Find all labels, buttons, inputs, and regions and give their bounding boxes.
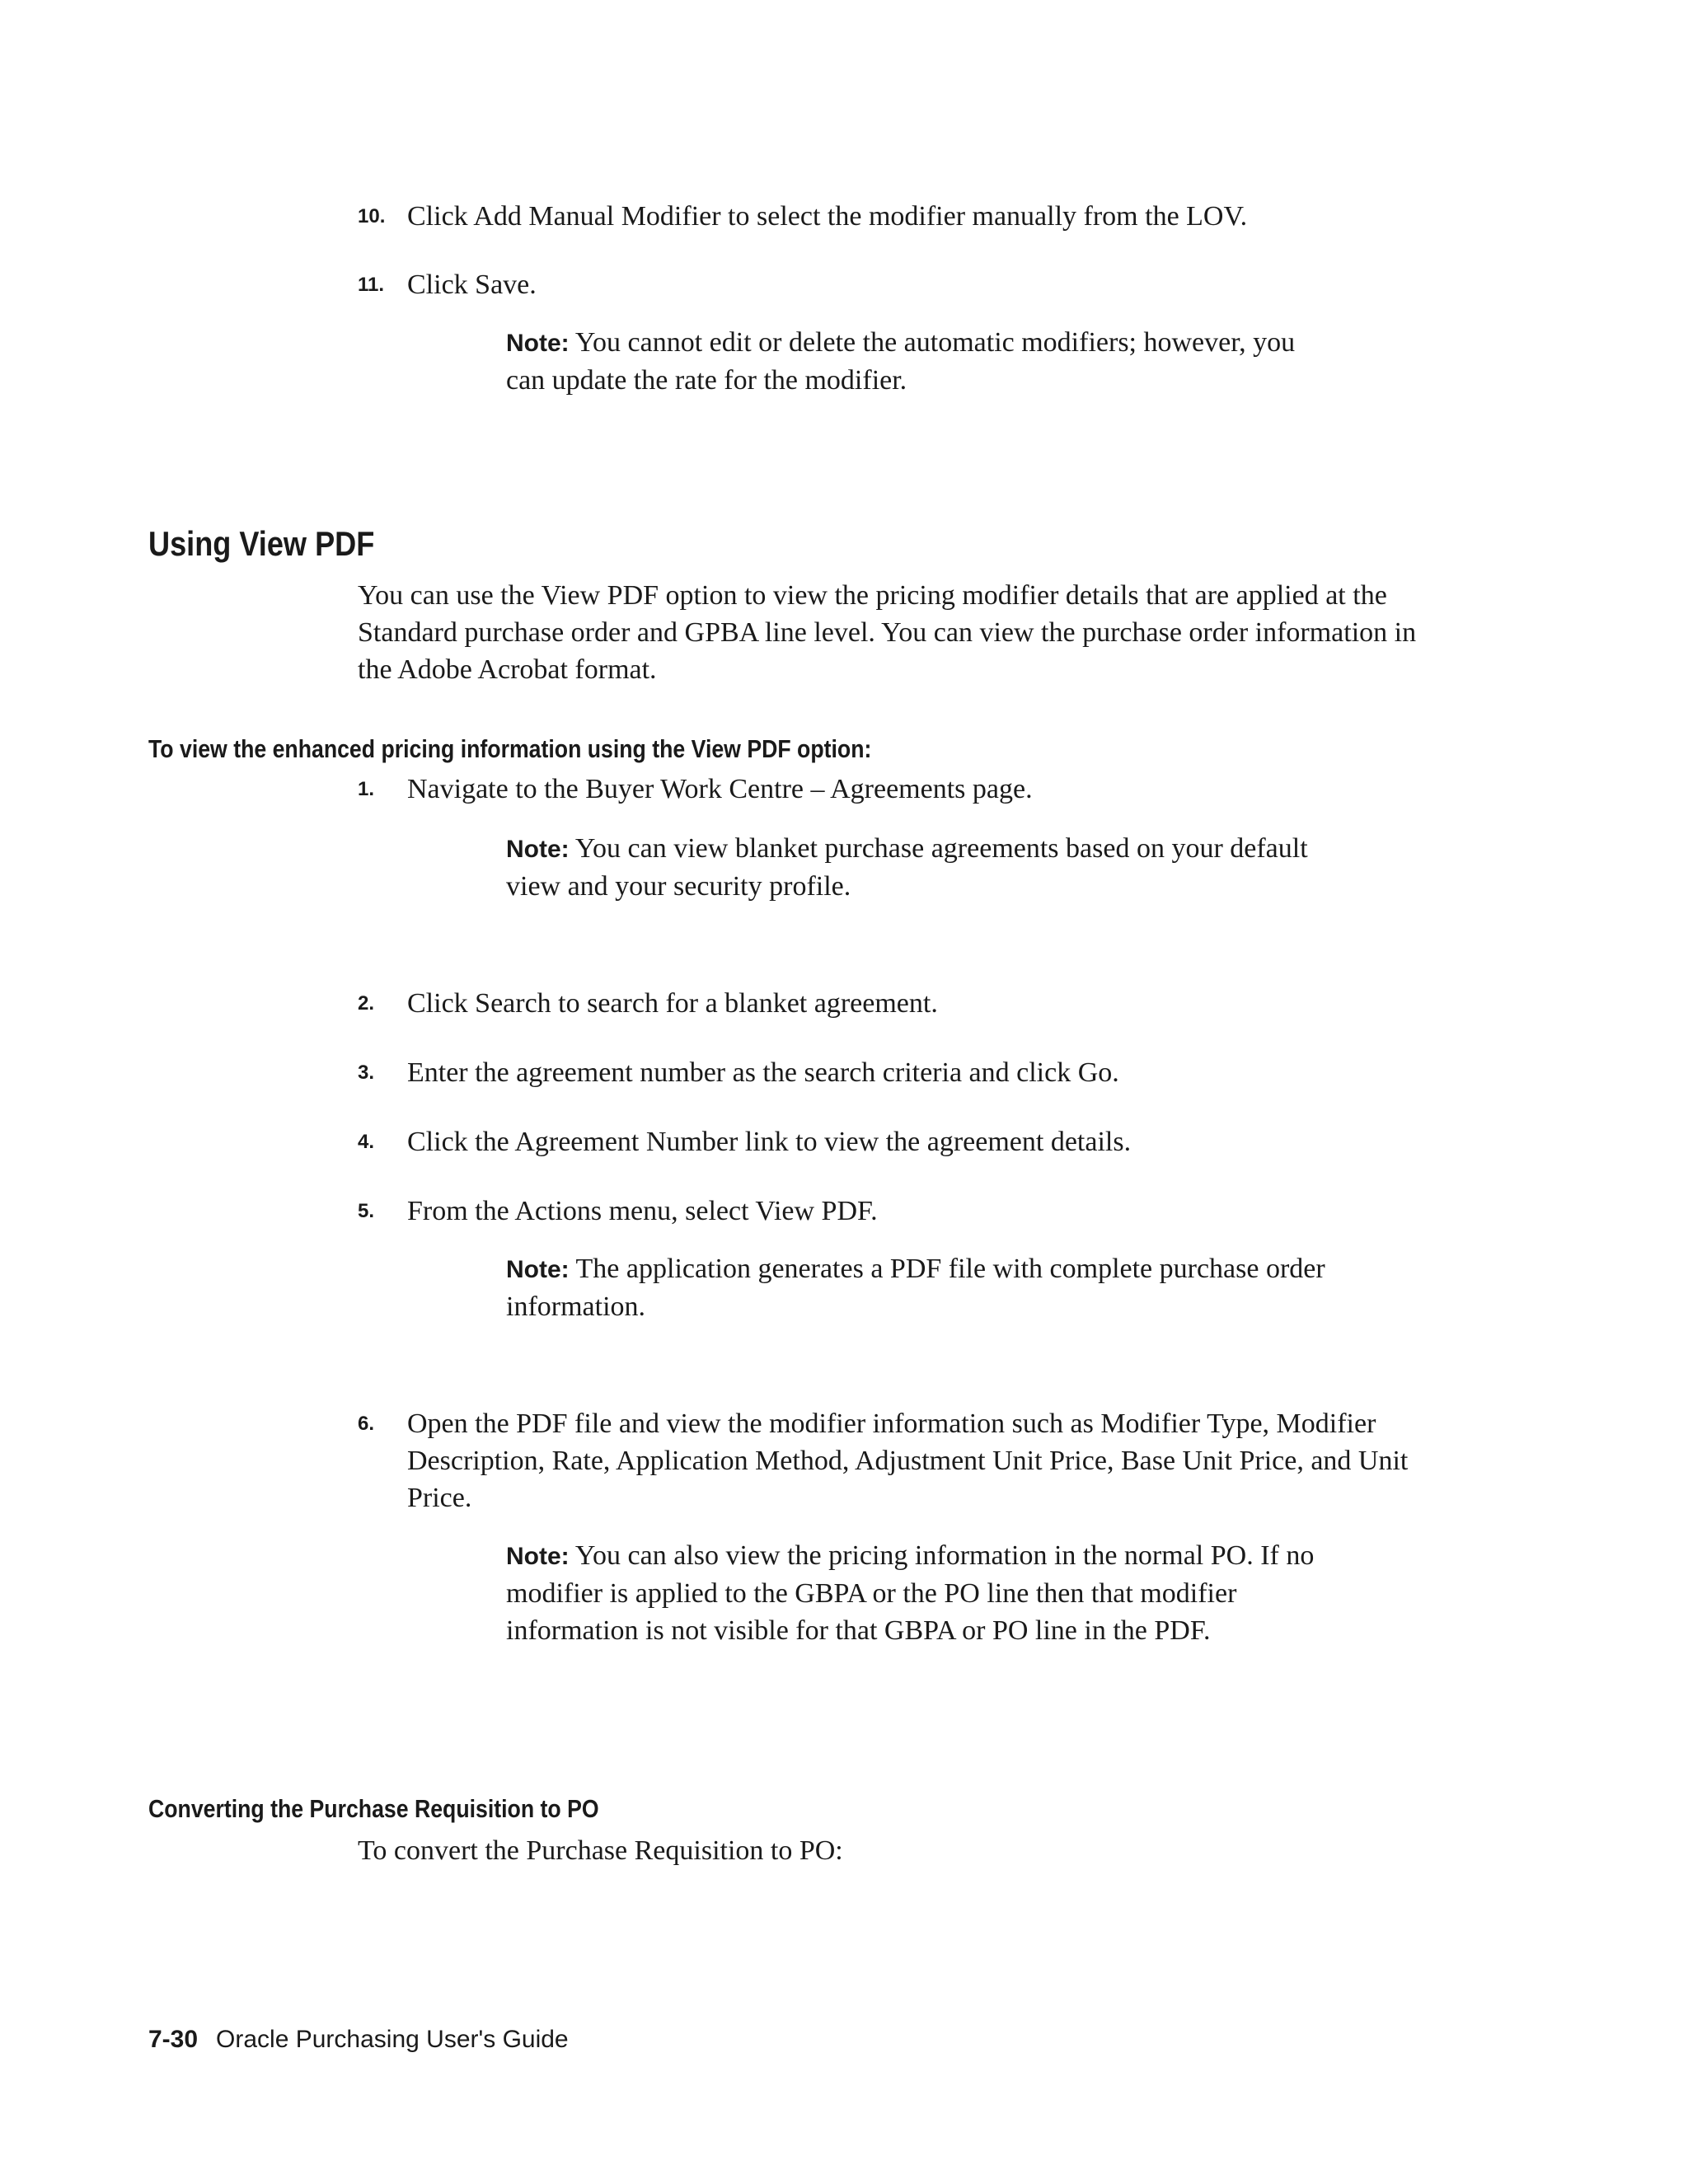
book-title: Oracle Purchasing User's Guide	[216, 2026, 569, 2053]
step-number: 11.	[358, 274, 385, 296]
note-text: You can view blanket purchase agreements based on your default view and your security profile.	[506, 833, 1308, 902]
step-3	[358, 1054, 1429, 1091]
step-6	[358, 1405, 1446, 1516]
note-save	[506, 324, 1330, 399]
step-10	[358, 198, 1429, 235]
step-1	[358, 771, 1429, 808]
step-number: 3.	[358, 1062, 375, 1084]
section-intro-convert: To convert the Purchase Requisition to PO:	[358, 1835, 843, 1866]
step-text: Click Save.	[407, 269, 537, 300]
note-label: Note:	[506, 1256, 570, 1283]
step-2	[358, 985, 1429, 1022]
note-step-6	[506, 1537, 1330, 1649]
section-heading-convert: Converting the Purchase Requisition to PO	[148, 1794, 599, 1823]
note-text: You cannot edit or delete the automatic modifiers; however, you can update the rate for the modifier.	[506, 327, 1296, 396]
step-number: 1.	[358, 778, 375, 800]
page-number: 7-30	[148, 2026, 199, 2053]
step-number: 4.	[358, 1131, 375, 1153]
step-number: 2.	[358, 992, 375, 1015]
step-text: Click Add Manual Modifier to select the modifier manually from the LOV.	[407, 201, 1248, 232]
note-label: Note:	[506, 330, 570, 357]
step-text: Click Search to search for a blanket agreement.	[407, 988, 938, 1019]
step-text: Click the Agreement Number link to view the agreement details.	[407, 1127, 1132, 1157]
step-5	[358, 1193, 1429, 1230]
step-4	[358, 1123, 1429, 1160]
step-number: 6.	[358, 1413, 375, 1435]
step-text: Open the PDF file and view the modifier information such as Modifier Type, Modifier Description, Rate, Application Method, Adjustment Unit Price, Base Unit Price, and Unit Price.	[407, 1408, 1409, 1513]
note-step-1	[506, 830, 1339, 905]
procedure-heading: To view the enhanced pricing information using the View PDF option:	[148, 734, 872, 763]
note-text: You can also view the pricing information in the normal PO. If no modifier is applied to the GBPA or the PO line then that modifier information is not visible for that GBPA or PO line in the PDF.	[506, 1540, 1315, 1646]
note-text: The application generates a PDF file with complete purchase order information.	[506, 1254, 1325, 1322]
section-heading-view-pdf: Using View PDF	[148, 524, 375, 563]
section-intro-view-pdf: You can use the View PDF option to view the pricing modifier details that are applied at the Standard purchase order and GPBA line level. You can view the purchase order information in the Adobe Acrobat format.	[358, 580, 1417, 685]
step-text: Navigate to the Buyer Work Centre – Agreements page.	[407, 774, 1033, 804]
step-text: Enter the agreement number as the search criteria and click Go.	[407, 1057, 1119, 1088]
step-11	[358, 266, 1429, 303]
step-number: 10.	[358, 205, 386, 227]
note-step-5	[506, 1250, 1330, 1325]
step-number: 5.	[358, 1200, 375, 1222]
page-footer	[148, 2023, 569, 2056]
note-label: Note:	[506, 1543, 570, 1570]
note-label: Note:	[506, 836, 570, 863]
step-text: From the Actions menu, select View PDF.	[407, 1196, 878, 1226]
